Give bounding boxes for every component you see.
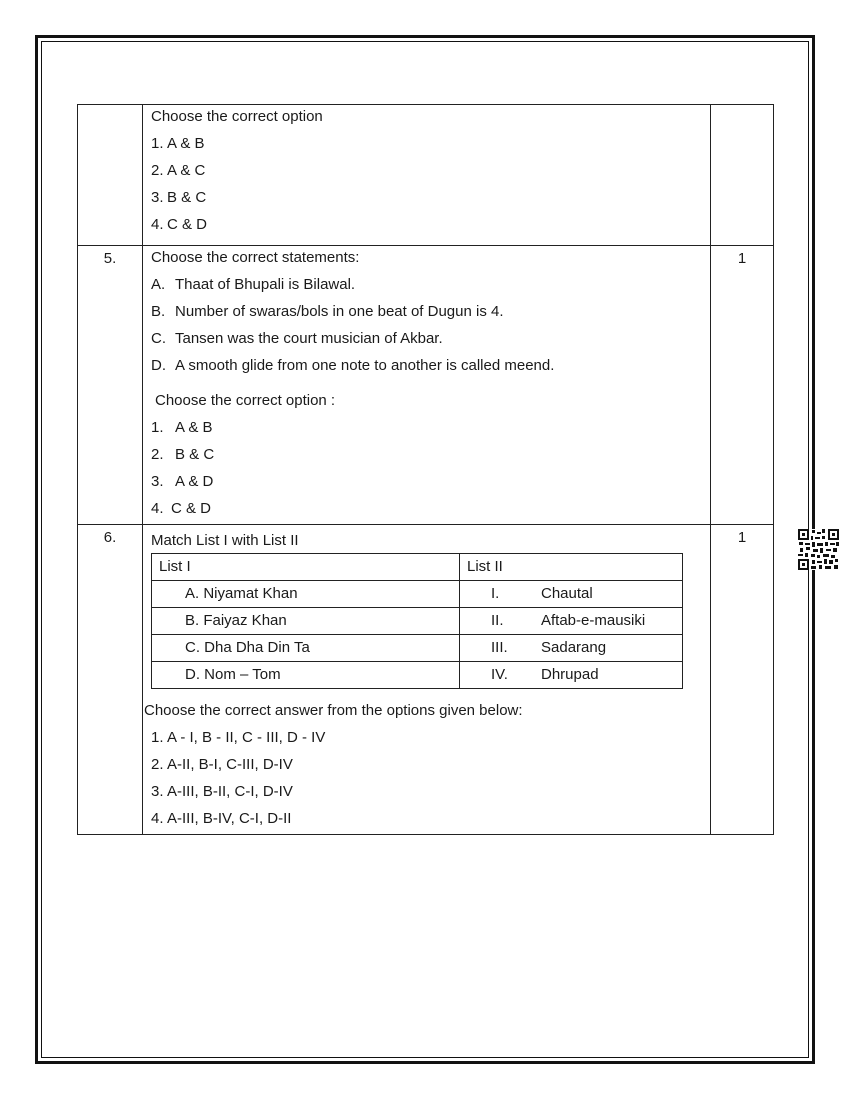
option-item: 4. A-III, B-IV, C-I, D-II <box>151 810 292 827</box>
list-1-item: B. Faiyaz Khan <box>152 608 460 635</box>
option-prompt: Choose the correct answer from the options given below: <box>144 702 523 719</box>
question-body <box>143 246 711 525</box>
question-prompt: Choose the correct statements: <box>151 249 360 266</box>
question-table <box>77 104 774 835</box>
question-prompt: Match List I with List II <box>151 532 299 549</box>
marks-cell <box>711 105 774 246</box>
option-prompt: Choose the correct option <box>151 108 323 125</box>
option-item: 3. A-III, B-II, C-I, D-IV <box>151 783 293 800</box>
marks: 1 <box>711 525 774 835</box>
list-2-item: II. Aftab-e-mausiki <box>460 608 683 635</box>
match-row <box>152 608 683 635</box>
option-item: 1. A - I, B - II, C - III, D - IV <box>151 729 326 746</box>
question-6-row <box>78 525 774 835</box>
option-prompt: Choose the correct option : <box>155 392 336 409</box>
option-item: 4. C & D <box>151 500 212 517</box>
match-row <box>152 635 683 662</box>
question-body <box>143 525 711 835</box>
match-row <box>152 581 683 608</box>
statement-item: A. Thaat of Bhupali is Bilawal. <box>151 276 356 293</box>
list-1-item: A. Niyamat Khan <box>152 581 460 608</box>
option-item: 2. B & C <box>151 446 215 463</box>
match-header-row <box>152 554 683 581</box>
list-2-item: III. Sadarang <box>460 635 683 662</box>
option-item: 3. A & D <box>151 473 214 490</box>
option-item: 1. A & B <box>151 135 205 152</box>
question-number-cell <box>78 105 143 246</box>
question-number: 6. <box>78 525 143 835</box>
match-row <box>152 662 683 689</box>
list-2-header: List II <box>460 554 683 581</box>
list-1-header: List I <box>152 554 460 581</box>
list-2-item: I. Chautal <box>460 581 683 608</box>
question-5-row <box>78 246 774 525</box>
option-item: 1. A & B <box>151 419 213 436</box>
question-4-tail-row <box>78 105 774 246</box>
marks: 1 <box>711 246 774 525</box>
list-1-item: D. Nom – Tom <box>152 662 460 689</box>
qr-code <box>798 529 839 570</box>
question-number: 5. <box>78 246 143 525</box>
statement-item: D. A smooth glide from one note to another is called meend. <box>151 357 555 374</box>
option-item: 2. A-II, B-I, C-III, D-IV <box>151 756 293 773</box>
statement-item: B. Number of swaras/bols in one beat of Dugun is 4. <box>151 303 504 320</box>
statement-item: C. Tansen was the court musician of Akbar. <box>151 330 443 347</box>
list-2-item: IV. Dhrupad <box>460 662 683 689</box>
list-1-item: C. Dha Dha Din Ta <box>152 635 460 662</box>
option-item: 3. B & C <box>151 189 207 206</box>
option-item: 4. C & D <box>151 216 208 233</box>
match-table <box>151 553 683 689</box>
option-item: 2. A & C <box>151 162 206 179</box>
question-body <box>143 105 711 246</box>
